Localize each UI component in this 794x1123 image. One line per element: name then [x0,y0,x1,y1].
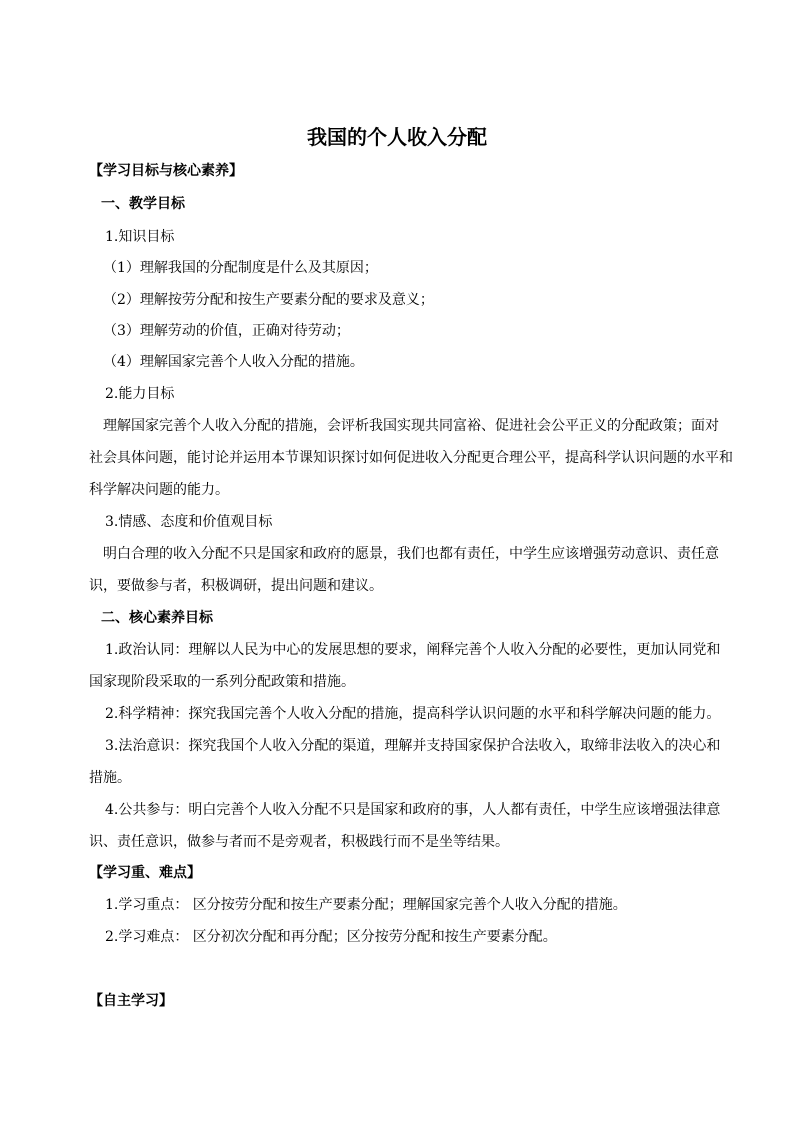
section-header-goals: 【学习目标与核心素养】 [89,163,243,179]
core-item: 国家现阶段采取的一系列分配政策和措施。 [89,674,355,690]
core-item: 4.公共参与：明白完善个人收入分配不只是国家和政府的事，人人都有责任，中学生应该增强法律意 [105,802,721,818]
knowledge-item: （1）理解我国的分配制度是什么及其原因； [103,260,378,276]
key-point: 1.学习重点： 区分按劳分配和按生产要素分配；理解国家完善个人收入分配的措施。 [105,897,627,913]
difficult-point: 2.学习难点： 区分初次分配和再分配；区分按劳分配和按生产要素分配。 [105,929,557,945]
core-item: 措施。 [89,770,131,786]
core-item: 3.法治意识：探究我国个人收入分配的渠道，理解并支持国家保护合法收入，取缔非法收入的决心和 [105,738,721,754]
knowledge-item: （4）理解国家完善个人收入分配的措施。 [103,354,364,370]
paragraph-line: 明白合理的收入分配不只是国家和政府的愿景，我们也都有责任，中学生应该增强劳动意识、责任意 [103,546,719,562]
knowledge-item: （2）理解按劳分配和按生产要素分配的要求及意义； [103,292,434,308]
core-item: 识、责任意识，做参与者而不是旁观者，积极践行而不是坐等结果。 [89,834,509,850]
subheading-knowledge-goal: 1.知识目标 [105,229,175,245]
paragraph-line: 理解国家完善个人收入分配的措施，会评析我国实现共同富裕、促进社会公平正义的分配政策；面对 [103,418,719,434]
core-item: 2.科学精神：探究我国完善个人收入分配的措施，提高科学认识问题的水平和科学解决问题的能力。 [105,706,721,722]
paragraph-line: 识，要做参与者，积极调研，提出问题和建议。 [89,578,383,594]
paragraph-line: 社会具体问题，能讨论并运用本节课知识探讨如何促进收入分配更合理公平，提高科学认识问题的水平和 [89,450,733,466]
heading-core-goals: 二、核心素养目标 [101,610,213,626]
core-item: 1.政治认同：理解以人民为中心的发展思想的要求，阐释完善个人收入分配的必要性，更加认同党和 [105,642,721,658]
section-header-self-study: 【自主学习】 [89,993,173,1009]
subheading-emotion-goal: 3.情感、态度和价值观目标 [105,514,273,530]
heading-teaching-goals: 一、教学目标 [101,196,185,212]
subheading-ability-goal: 2.能力目标 [105,386,175,402]
knowledge-item: （3）理解劳动的价值，正确对待劳动； [103,323,350,339]
page-title: 我国的个人收入分配 [307,125,487,149]
section-header-key-points: 【学习重、难点】 [89,865,201,881]
paragraph-line: 科学解决问题的能力。 [89,482,229,498]
